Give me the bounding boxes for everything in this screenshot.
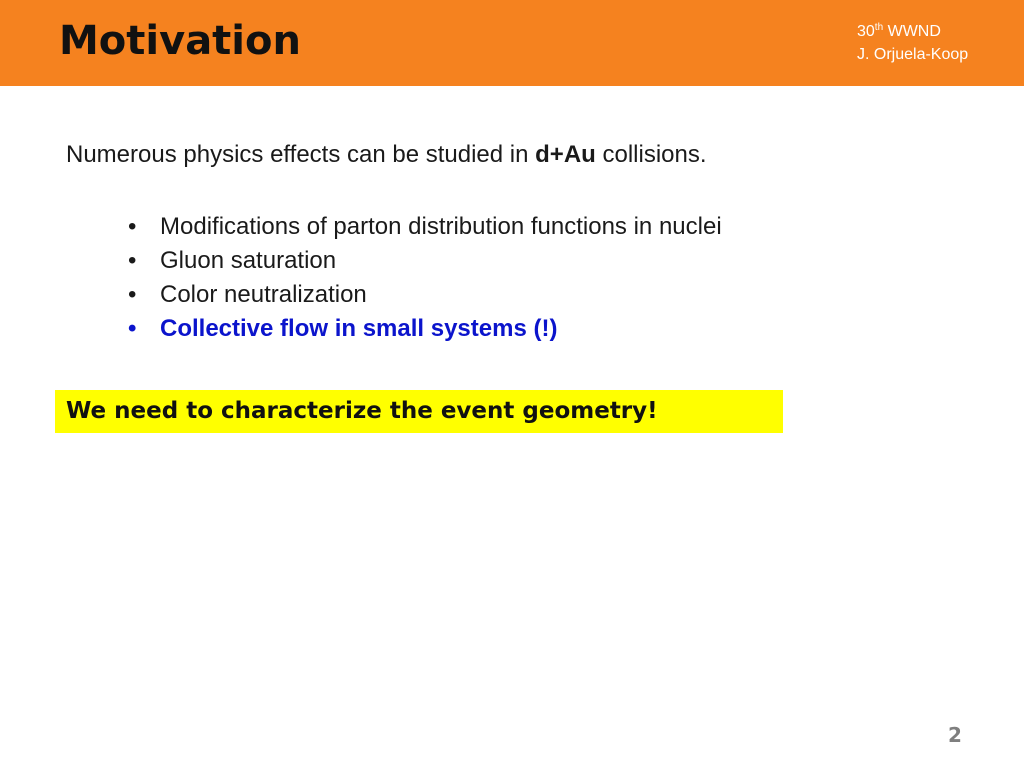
page-number: 2 bbox=[948, 723, 962, 747]
intro-text-before: Numerous physics effects can be studied in bbox=[66, 141, 536, 168]
author-name: J. Orjuela-Koop bbox=[857, 46, 969, 63]
bullet-text: Gluon saturation bbox=[160, 247, 337, 274]
bullet-icon: • bbox=[128, 247, 137, 274]
event-ordinal-suffix: th bbox=[874, 22, 884, 33]
bullet-icon: • bbox=[128, 315, 137, 342]
intro-emphasis: d+Au bbox=[535, 141, 596, 168]
bullet-icon: • bbox=[128, 213, 137, 240]
event-name: WWND bbox=[883, 23, 941, 40]
bullet-text: Collective flow in small systems (!) bbox=[160, 315, 558, 342]
bullet-text: Color neutralization bbox=[160, 281, 367, 308]
intro-line bbox=[66, 140, 707, 170]
header-bar bbox=[0, 0, 1024, 86]
event-line bbox=[857, 20, 968, 43]
bullet-text: Modifications of parton distribution functions in nuclei bbox=[160, 213, 722, 240]
slide-title: Motivation bbox=[59, 18, 301, 64]
event-info bbox=[857, 20, 968, 66]
callout-text: We need to characterize the event geometry! bbox=[66, 398, 658, 424]
bullet-icon: • bbox=[128, 281, 137, 308]
intro-text-after: collisions. bbox=[595, 141, 707, 168]
callout-box bbox=[55, 390, 783, 433]
event-ordinal: 30 bbox=[857, 23, 875, 40]
